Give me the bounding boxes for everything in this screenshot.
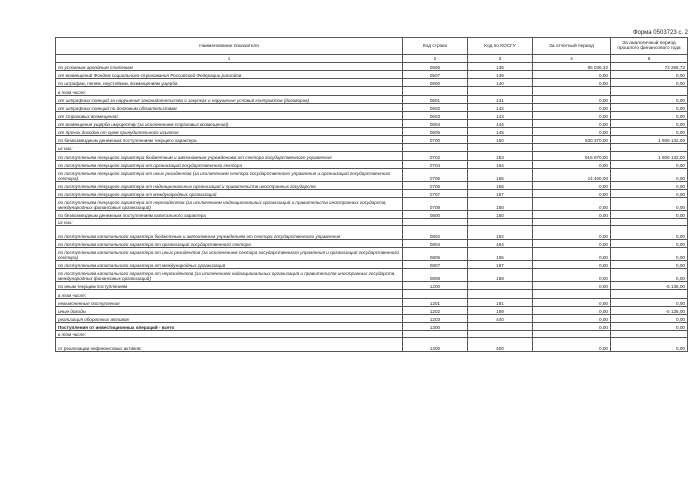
row-kosgu: 165 — [468, 248, 533, 261]
row-kosgu: 440 — [468, 315, 533, 323]
row-code: 0804 — [403, 240, 468, 248]
table-row — [56, 63, 688, 71]
row-previous-amount: 0,00 — [611, 190, 688, 198]
row-previous-amount: 0,00 — [611, 248, 688, 261]
table-row — [56, 269, 688, 282]
row-code: 0600 — [403, 79, 468, 87]
row-name: по безвозмездным денежным поступлениям капитального характера — [56, 211, 403, 219]
row-previous-amount: 0,00 — [611, 120, 688, 128]
row-kosgu: 143 — [468, 112, 533, 120]
row-name: по иным текущим поступлениям — [56, 282, 403, 290]
row-name: от страховых возмещений — [56, 112, 403, 120]
row-current-amount — [533, 331, 611, 338]
table-row — [56, 152, 688, 161]
row-current-amount: 0,00 — [533, 307, 611, 315]
row-kosgu: 155 — [468, 169, 533, 182]
row-code — [403, 87, 468, 96]
row-previous-amount: 0,00 — [611, 269, 688, 282]
row-code: 1202 — [403, 307, 468, 315]
row-current-amount: 0,00 — [533, 248, 611, 261]
column-number: 4 — [533, 55, 611, 63]
row-previous-amount: 0,00 — [611, 315, 688, 323]
row-name: от реализации нефинансовых активов: — [56, 338, 403, 352]
row-code: 0702 — [403, 152, 468, 161]
row-kosgu: 160 — [468, 211, 533, 219]
row-current-amount — [533, 219, 611, 226]
row-current-amount: 86 036,32 — [533, 63, 611, 71]
table-row — [56, 323, 688, 331]
row-previous-amount — [611, 144, 688, 152]
row-current-amount: 14 400,00 — [533, 169, 611, 182]
table-row — [56, 104, 688, 112]
table-row — [56, 282, 688, 290]
row-current-amount: 0,00 — [533, 71, 611, 79]
row-name: Поступления от инвестиционных операций - всего — [56, 323, 403, 331]
row-code: 0707 — [403, 190, 468, 198]
row-previous-amount: 0,00 — [611, 71, 688, 79]
row-name: по поступлениям текущего характера от иных резидентов (за исключением сектора государственного управления и организаций государственного сектора) — [56, 169, 403, 182]
row-current-amount: 0,00 — [533, 79, 611, 87]
row-kosgu: 157 — [468, 190, 533, 198]
table-row — [56, 261, 688, 269]
row-code: 1203 — [403, 315, 468, 323]
table-row — [56, 338, 688, 352]
row-code: 0604 — [403, 120, 468, 128]
row-kosgu: 135 — [468, 63, 533, 71]
row-previous-amount: -5 136,00 — [611, 307, 688, 315]
row-code: 0805 — [403, 248, 468, 261]
row-previous-amount: -5 136,00 — [611, 282, 688, 290]
row-current-amount — [533, 87, 611, 96]
row-name: по поступлениям текущего характера от нерезидентов (за исключением наднациональных организаций и правительств иностранных государств, международных финансовых организаций) — [56, 198, 403, 211]
row-kosgu — [468, 87, 533, 96]
row-code — [403, 331, 468, 338]
row-kosgu: 142 — [468, 104, 533, 112]
table-row — [56, 331, 688, 338]
row-current-amount: 0,00 — [533, 128, 611, 136]
row-code: 0506 — [403, 63, 468, 71]
table-row — [56, 290, 688, 299]
row-current-amount: 0,00 — [533, 338, 611, 352]
row-kosgu: 181 — [468, 299, 533, 307]
column-number: 1 — [56, 55, 403, 63]
row-previous-amount: 0,00 — [611, 261, 688, 269]
row-previous-amount: 73 268,72 — [611, 63, 688, 71]
row-previous-amount: 0,00 — [611, 338, 688, 352]
table-row — [56, 211, 688, 219]
row-kosgu: 158 — [468, 198, 533, 211]
row-code: 0507 — [403, 71, 468, 79]
row-kosgu — [468, 219, 533, 226]
row-kosgu — [468, 323, 533, 331]
row-kosgu: 156 — [468, 182, 533, 190]
row-code: 1201 — [403, 299, 468, 307]
row-current-amount: 0,00 — [533, 96, 611, 104]
row-name: по поступлениям текущего характера от наднациональных организаций и правительств иностранных государств — [56, 182, 403, 190]
table-row — [56, 161, 688, 169]
row-name: реализация оборотных активов — [56, 315, 403, 323]
row-code: 0802 — [403, 226, 468, 240]
header-previous: За аналогичный период прошлого финансового года — [611, 38, 688, 55]
table-row — [56, 128, 688, 136]
row-current-amount: 0,00 — [533, 315, 611, 323]
row-name: из них: — [56, 219, 403, 226]
row-current-amount: 0,00 — [533, 104, 611, 112]
row-code: 0807 — [403, 261, 468, 269]
column-number: 2 — [403, 55, 468, 63]
table-row — [56, 136, 688, 144]
row-name: от прочих доходов от сумм принудительного изъятия — [56, 128, 403, 136]
row-name: по условным арендным платежам — [56, 63, 403, 71]
row-kosgu: 167 — [468, 261, 533, 269]
table-row — [56, 144, 688, 152]
row-kosgu — [468, 331, 533, 338]
row-kosgu — [468, 144, 533, 152]
row-code: 0601 — [403, 96, 468, 104]
row-current-amount: 930 370,00 — [533, 136, 611, 144]
row-previous-amount — [611, 331, 688, 338]
table-row — [56, 112, 688, 120]
header-name: Наименование показателя — [56, 38, 403, 55]
row-name: по поступлениям текущего характера от международных организаций — [56, 190, 403, 198]
row-current-amount: 0,00 — [533, 161, 611, 169]
row-previous-amount: 0,00 — [611, 182, 688, 190]
row-name: по поступлениям капитального характера от международных организаций — [56, 261, 403, 269]
row-code: 0704 — [403, 161, 468, 169]
row-previous-amount: 0,00 — [611, 161, 688, 169]
table-row — [56, 182, 688, 190]
row-name: в том числе: — [56, 87, 403, 96]
row-kosgu: 164 — [468, 240, 533, 248]
row-kosgu: 168 — [468, 269, 533, 282]
row-current-amount: 0,00 — [533, 120, 611, 128]
row-previous-amount: 0,00 — [611, 198, 688, 211]
row-code — [403, 290, 468, 299]
row-name: по поступлениям капитального характера от организаций государственного сектора — [56, 240, 403, 248]
row-name: по поступлениям капитального характера от нерезидентов (за исключением наднациональных организаций и правительств иностранных государств, международных финансовых организаций) — [56, 269, 403, 282]
table-row — [56, 198, 688, 211]
row-code: 0706 — [403, 182, 468, 190]
row-code: 0705 — [403, 169, 468, 182]
row-name: в том числе: — [56, 331, 403, 338]
row-code: 0708 — [403, 198, 468, 211]
row-previous-amount: 0,00 — [611, 211, 688, 219]
row-kosgu: 400 — [468, 338, 533, 352]
table-row — [56, 169, 688, 182]
row-name: от штрафных санкций за нарушение законодательства о закупках и нарушение условий контрактов (договоров) — [56, 96, 403, 104]
row-kosgu: 150 — [468, 136, 533, 144]
table-row — [56, 219, 688, 226]
row-kosgu: 153 — [468, 152, 533, 161]
row-name: от возмещений Фондом социального страхования Российской Федерации расходов — [56, 71, 403, 79]
row-current-amount: 0,00 — [533, 299, 611, 307]
table-row — [56, 240, 688, 248]
row-current-amount: 0,00 — [533, 261, 611, 269]
header-current: За отчетный период — [533, 38, 611, 55]
row-current-amount — [533, 144, 611, 152]
table-row — [56, 299, 688, 307]
row-name: по поступлениям капитального характера бюджетным и автономным учреждениям от сектора государственного управления — [56, 226, 403, 240]
table-row — [56, 71, 688, 79]
header-row — [56, 38, 688, 55]
row-current-amount: 0,00 — [533, 190, 611, 198]
row-current-amount: 0,00 — [533, 282, 611, 290]
column-number: 5 — [611, 55, 688, 63]
table-row — [56, 79, 688, 87]
row-kosgu: 141 — [468, 96, 533, 104]
column-number-row — [56, 55, 688, 63]
row-name: от возмещения ущерба имуществу (за исключением страховых возмещений) — [56, 120, 403, 128]
row-previous-amount: 0,00 — [611, 323, 688, 331]
row-previous-amount: 0,00 — [611, 79, 688, 87]
table-row — [56, 315, 688, 323]
row-kosgu: 144 — [468, 120, 533, 128]
row-kosgu: 139 — [468, 71, 533, 79]
row-code: 1400 — [403, 338, 468, 352]
table-body — [56, 63, 688, 352]
row-current-amount: 0,00 — [533, 269, 611, 282]
row-name: по поступлениям текущего характера бюджетным и автономным учреждениям от сектора государственного управления — [56, 152, 403, 161]
row-code: 1300 — [403, 323, 468, 331]
row-code: 0800 — [403, 211, 468, 219]
row-name: по поступлениям капитального характера от иных резидентов (за исключением сектора государственного управления и организаций государственного сектора) — [56, 248, 403, 261]
row-previous-amount: 1 608 132,00 — [611, 136, 688, 144]
row-code — [403, 144, 468, 152]
table-row — [56, 87, 688, 96]
cash-flow-table — [55, 37, 688, 352]
table-row — [56, 307, 688, 315]
row-current-amount: 0,00 — [533, 112, 611, 120]
row-code: 0603 — [403, 112, 468, 120]
row-current-amount: 915 970,00 — [533, 152, 611, 161]
table-row — [56, 190, 688, 198]
row-previous-amount — [611, 219, 688, 226]
row-kosgu — [468, 290, 533, 299]
row-code: 0602 — [403, 104, 468, 112]
row-kosgu — [468, 282, 533, 290]
column-number: 3 — [468, 55, 533, 63]
header-kosgu: Код по КОСГУ — [468, 38, 533, 55]
table-row — [56, 248, 688, 261]
row-kosgu: 145 — [468, 128, 533, 136]
row-kosgu: 189 — [468, 307, 533, 315]
row-kosgu: 140 — [468, 79, 533, 87]
row-previous-amount: 0,00 — [611, 240, 688, 248]
row-previous-amount: 0,00 — [611, 104, 688, 112]
row-current-amount: 0,00 — [533, 211, 611, 219]
row-previous-amount: 0,00 — [611, 169, 688, 182]
table-row — [56, 120, 688, 128]
row-current-amount: 0,00 — [533, 323, 611, 331]
row-name: от штрафных санкций по долговым обязательствам — [56, 104, 403, 112]
row-name: из них: — [56, 144, 403, 152]
row-name: по безвозмездным денежным поступлениям текущего характера — [56, 136, 403, 144]
row-previous-amount: 0,00 — [611, 299, 688, 307]
row-name: иные доходы — [56, 307, 403, 315]
row-current-amount — [533, 290, 611, 299]
row-previous-amount — [611, 87, 688, 96]
row-code: 0700 — [403, 136, 468, 144]
row-name: по штрафам, пеням, неустойкам, возмещениям ущерба — [56, 79, 403, 87]
row-kosgu: 154 — [468, 161, 533, 169]
row-name: по поступлениям текущего характера от организаций государственного сектора — [56, 161, 403, 169]
table-row — [56, 96, 688, 104]
row-previous-amount: 0,00 — [611, 226, 688, 240]
row-previous-amount: 0,00 — [611, 128, 688, 136]
row-previous-amount: 0,00 — [611, 112, 688, 120]
row-name: в том числе: — [56, 290, 403, 299]
row-code: 0808 — [403, 269, 468, 282]
row-previous-amount — [611, 290, 688, 299]
row-code: 1200 — [403, 282, 468, 290]
row-previous-amount: 1 608 132,00 — [611, 152, 688, 161]
row-code: 0605 — [403, 128, 468, 136]
row-code — [403, 219, 468, 226]
row-current-amount: 0,00 — [533, 182, 611, 190]
table-row — [56, 226, 688, 240]
row-name: невыясненные поступления — [56, 299, 403, 307]
form-label: Форма 0503723 с. 2 — [632, 30, 688, 36]
header-code: Код строки — [403, 38, 468, 55]
row-current-amount: 0,00 — [533, 226, 611, 240]
row-current-amount: 0,00 — [533, 240, 611, 248]
row-kosgu: 162 — [468, 226, 533, 240]
row-previous-amount: 0,00 — [611, 96, 688, 104]
row-current-amount: 0,00 — [533, 198, 611, 211]
